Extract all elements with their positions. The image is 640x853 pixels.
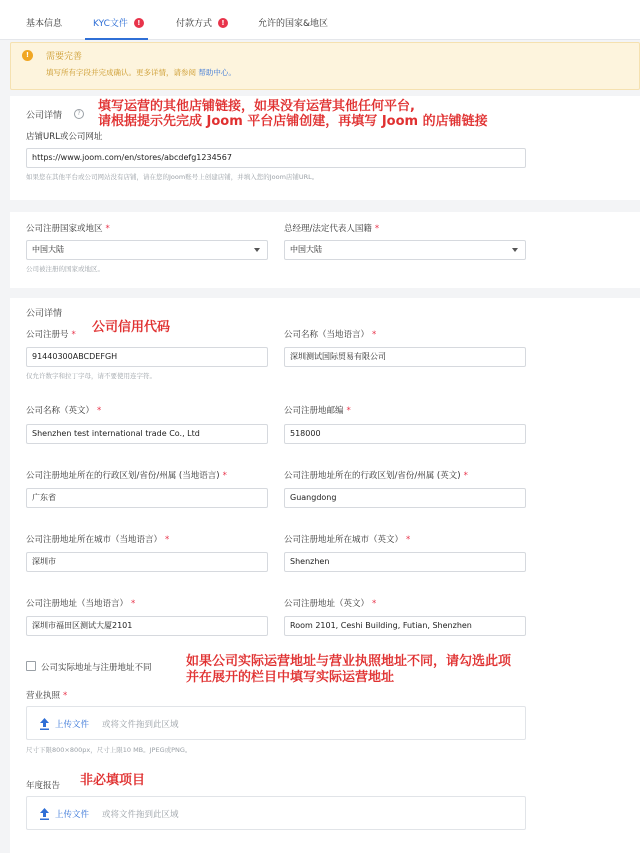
required-mark: * — [406, 535, 411, 545]
chevron-down-icon — [512, 248, 518, 252]
store-url-label: 店铺URL或公司网址 — [26, 132, 103, 142]
tab-basic-info[interactable] — [26, 0, 62, 40]
alert-badge: ! — [218, 18, 228, 28]
banner-text-body: 填写所有字段并完成确认。更多详情，请参阅 — [46, 68, 196, 77]
upload-file-button[interactable]: 上传文件 — [55, 720, 90, 730]
tab-label: 基本信息 — [26, 19, 63, 29]
required-mark: * — [222, 471, 227, 481]
banner-text — [46, 67, 236, 78]
required-mark: * — [63, 691, 68, 701]
business-license-upload[interactable] — [26, 706, 526, 740]
tab-label: 允许的国家&地区 — [258, 19, 329, 29]
address-en-input[interactable]: Room 2101, Ceshi Building, Futian, Shenzhen — [284, 616, 526, 636]
registration-region-card — [10, 212, 640, 288]
tab-label: 付款方式 — [176, 19, 213, 29]
section-title: 公司详情 — [26, 111, 63, 121]
help-center-link[interactable]: 帮助中心。 — [198, 68, 236, 77]
required-mark: * — [97, 406, 102, 416]
country-hint: 公司被注册的国家或地区。 — [26, 265, 104, 273]
required-mark: * — [372, 330, 377, 340]
annotation-address-line1: 如果公司实际运营地址与营业执照地址不同，请勾选此项 — [186, 654, 512, 669]
alert-badge: ! — [134, 18, 144, 28]
required-mark: * — [463, 471, 468, 481]
tab-label: KYC文件 — [93, 19, 128, 29]
city-local-input[interactable]: 深圳市 — [26, 552, 268, 572]
banner-title: 需要完善 — [46, 52, 83, 62]
business-license-hint: 尺寸下限800×800px，尺寸上限10 MB。JPEG或PNG。 — [26, 746, 192, 754]
country-label — [26, 222, 110, 234]
company-name-en-input[interactable]: Shenzhen test international trade Co., Ltd — [26, 424, 268, 444]
company-name-local-label — [284, 328, 376, 340]
gm-nationality-select[interactable] — [284, 240, 526, 260]
business-license-label — [26, 689, 67, 701]
annotation-store-line2: 请根据提示先完成 Joom 平台店铺创建，再填写 Joom 的店铺链接 — [98, 114, 488, 129]
upload-file-button[interactable]: 上传文件 — [55, 810, 90, 820]
annotation-optional: 非必填项目 — [80, 773, 146, 788]
province-en-input[interactable]: Guangdong — [284, 488, 526, 508]
required-mark: * — [165, 535, 170, 545]
warning-banner — [10, 42, 640, 90]
drag-drop-text: 或将文件拖到此区域 — [102, 810, 179, 820]
address-local-label — [26, 597, 135, 609]
province-local-input[interactable]: 广东省 — [26, 488, 268, 508]
reg-number-input[interactable]: 91440300ABCDEFGH — [26, 347, 268, 367]
tab-kyc-documents[interactable] — [93, 0, 144, 40]
required-mark: * — [105, 224, 110, 234]
country-select-value: 中国大陆 — [32, 245, 64, 254]
annual-report-upload[interactable] — [26, 796, 526, 830]
different-address-label[interactable]: 公司实际地址与注册地址不同 — [41, 663, 152, 673]
company-name-local-input[interactable]: 深圳测试国际贸易有限公司 — [284, 347, 526, 367]
annual-report-label: 年度报告 — [26, 781, 61, 791]
city-en-input[interactable]: Shenzhen — [284, 552, 526, 572]
info-icon[interactable]: ? — [74, 109, 84, 119]
country-select[interactable] — [26, 240, 268, 260]
required-mark: * — [372, 599, 377, 609]
gm-nationality-label — [284, 222, 379, 234]
city-en-label-text: 公司注册地址所在城市（英文） — [284, 535, 404, 545]
province-en-label-text: 公司注册地址所在的行政区划/省份/州属 (英文) — [284, 471, 461, 481]
reg-number-label-text: 公司注册号 — [26, 330, 69, 340]
reg-number-hint: 仅允许数字和拉丁字母，请不要使用连字符。 — [26, 372, 156, 380]
postcode-label-text: 公司注册地邮编 — [284, 406, 344, 416]
postcode-input[interactable]: 518000 — [284, 424, 526, 444]
company-name-en-label-text: 公司名称（英文） — [26, 406, 95, 416]
tab-bar — [0, 0, 640, 40]
company-details-card — [10, 298, 640, 853]
postcode-label — [284, 404, 351, 416]
required-mark: * — [71, 330, 76, 340]
upload-icon — [40, 808, 49, 820]
address-local-label-text: 公司注册地址（当地语言） — [26, 599, 129, 609]
store-url-card — [10, 96, 640, 200]
store-url-input[interactable]: https://www.joom.com/en/stores/abcdefg1234567 — [26, 148, 526, 168]
gm-nationality-select-value: 中国大陆 — [290, 245, 322, 254]
upload-icon — [40, 718, 49, 730]
address-local-input[interactable]: 深圳市福田区测试大厦2101 — [26, 616, 268, 636]
company-name-local-label-text: 公司名称（当地语言） — [284, 330, 370, 340]
city-en-label — [284, 533, 410, 545]
active-tab-indicator — [85, 38, 148, 40]
company-name-en-label — [26, 404, 101, 416]
business-license-label-text: 营业执照 — [26, 691, 61, 701]
address-en-label — [284, 597, 376, 609]
required-mark: * — [374, 224, 380, 234]
required-mark: * — [131, 599, 136, 609]
required-mark: * — [346, 406, 351, 416]
tab-allowed-regions[interactable] — [258, 0, 328, 40]
chevron-down-icon — [254, 248, 260, 252]
reg-number-label — [26, 328, 76, 340]
province-en-label — [284, 469, 468, 481]
gm-nationality-label-text: 总经理/法定代表人国籍 — [284, 224, 372, 234]
country-label-text: 公司注册国家或地区 — [26, 224, 103, 234]
annotation-store-line1: 填写运营的其他店铺链接，如果没有运营其他任何平台, — [98, 99, 415, 114]
city-local-label-text: 公司注册地址所在城市（当地语言） — [26, 535, 163, 545]
province-local-label-text: 公司注册地址所在的行政区划/省份/州属 (当地语言) — [26, 471, 220, 481]
city-local-label — [26, 533, 169, 545]
warning-icon: ! — [22, 50, 33, 61]
tab-payment-methods[interactable] — [176, 0, 228, 40]
section-title: 公司详情 — [26, 309, 63, 319]
different-address-checkbox[interactable] — [26, 661, 36, 671]
store-url-hint: 如果您在其他平台或公司网站没有店铺，请在您的Joom账号上创建店铺，并填入您的Joom店铺URL。 — [26, 173, 319, 181]
address-en-label-text: 公司注册地址（英文） — [284, 599, 370, 609]
annotation-credit-code: 公司信用代码 — [92, 320, 171, 335]
province-local-label — [26, 469, 227, 481]
annotation-address-line2: 并在展开的栏目中填写实际运营地址 — [186, 670, 395, 685]
drag-drop-text: 或将文件拖到此区域 — [102, 720, 179, 730]
